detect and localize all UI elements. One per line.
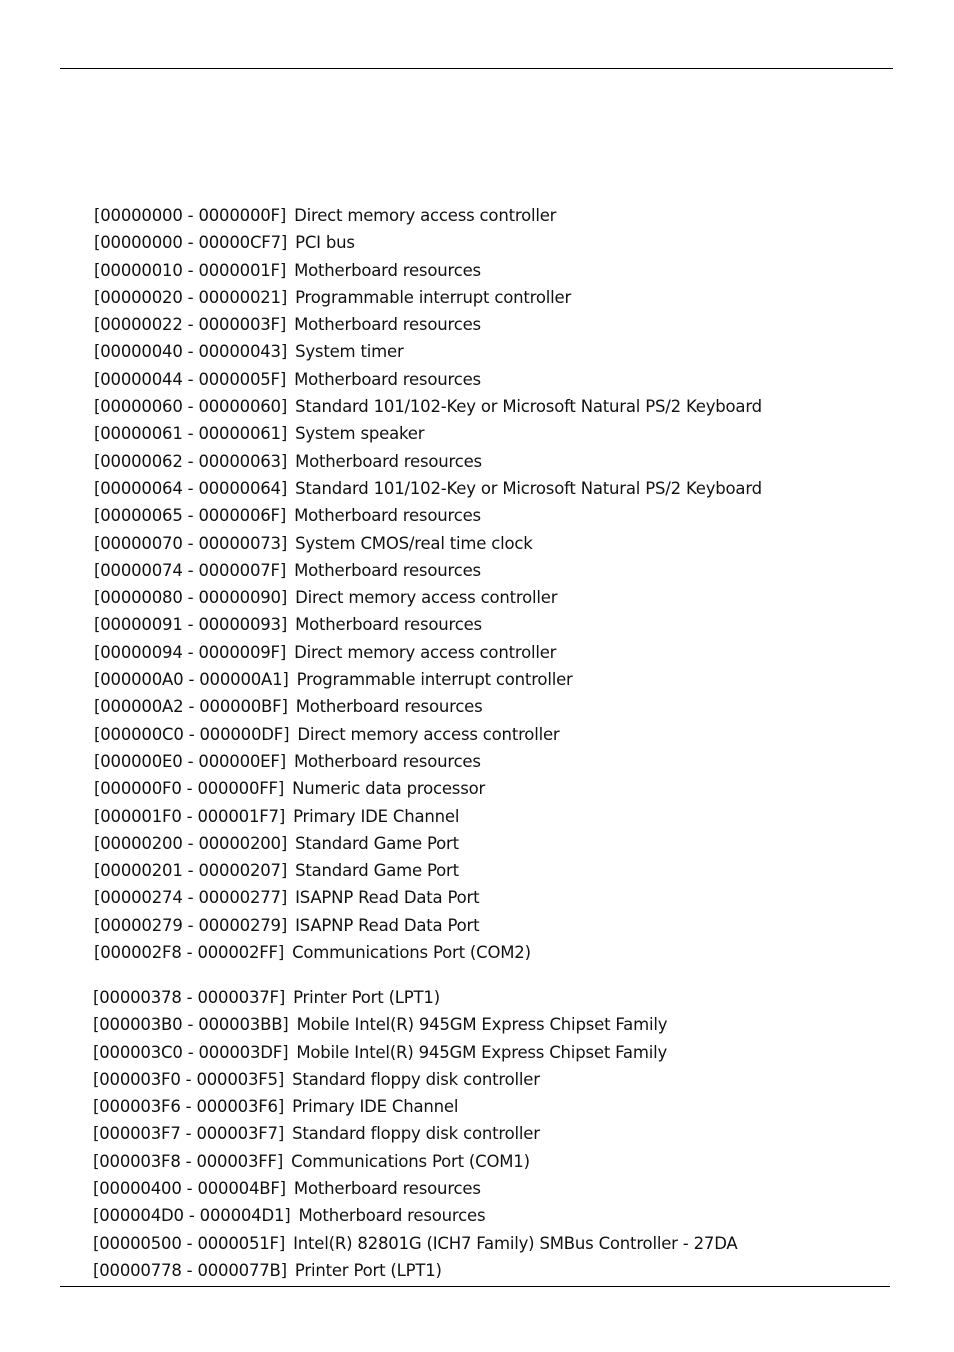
io-resource-row (94, 912, 874, 939)
io-device: Programmable interrupt controller (296, 670, 573, 690)
io-range: [000001F0 - 000001F7] (94, 806, 286, 826)
io-device: Programmable interrupt controller (295, 287, 572, 307)
io-range: [00000062 - 00000063] (94, 451, 288, 471)
io-resource-row (94, 884, 874, 911)
io-resource-row (93, 1148, 873, 1175)
io-resource-row (94, 257, 874, 284)
io-device: Direct memory access controller (294, 206, 557, 225)
io-resource-row (94, 284, 874, 311)
io-range: [000003F8 - 000003FF] (93, 1151, 284, 1171)
io-range: [00000279 - 00000279] (94, 915, 288, 935)
io-device: Direct memory access controller (294, 642, 557, 662)
io-resource-row (94, 939, 874, 966)
io-range: [000003F0 - 000003F5] (93, 1069, 285, 1089)
io-resource-row (94, 338, 874, 365)
io-device: Motherboard resources (295, 615, 482, 635)
io-range: [00000022 - 0000003F] (94, 315, 287, 335)
io-device: Printer Port (LPT1) (294, 1260, 442, 1280)
io-device: Standard 101/102-Key or Microsoft Natural PS/2 Keyboard (295, 397, 762, 417)
io-device: Motherboard resources (294, 260, 481, 280)
io-device: Motherboard resources (294, 560, 481, 580)
io-range: [00000000 - 00000CF7] (94, 233, 288, 253)
io-range: [000003B0 - 000003BB] (93, 1015, 289, 1035)
io-range: [00000091 - 00000093] (94, 615, 288, 635)
io-device: System speaker (295, 424, 425, 444)
io-resource-row (93, 1066, 873, 1093)
io-range: [00000060 - 00000060] (94, 397, 288, 417)
io-resource-row (93, 1093, 873, 1120)
io-range: [00000500 - 0000051F] (93, 1233, 286, 1253)
io-device: Standard floppy disk controller (292, 1124, 540, 1144)
io-resource-row (94, 803, 874, 830)
io-range: [00000378 - 0000037F] (93, 988, 286, 1007)
io-range: [00000000 - 0000000F] (94, 206, 287, 225)
io-device: PCI bus (295, 233, 355, 253)
io-resource-row (93, 1202, 873, 1229)
io-device: Mobile Intel(R) 945GM Express Chipset Family (296, 1042, 668, 1062)
io-range: [000000E0 - 000000EF] (94, 751, 286, 771)
io-range: [000000F0 - 000000FF] (94, 779, 285, 799)
io-range: [00000200 - 00000200] (94, 833, 288, 853)
io-resource-row (94, 393, 874, 420)
io-device: Direct memory access controller (295, 588, 558, 608)
io-resource-row (93, 1175, 873, 1202)
io-resource-row (94, 748, 874, 775)
io-device: Communications Port (COM2) (292, 943, 531, 963)
io-device: System timer (295, 342, 404, 362)
io-resource-row (94, 584, 874, 611)
io-device: Motherboard resources (295, 451, 482, 471)
io-resource-row (94, 502, 874, 529)
io-resource-list-part2 (93, 984, 873, 1284)
io-device: Primary IDE Channel (293, 806, 460, 826)
io-device: Motherboard resources (298, 1206, 486, 1226)
io-range: [000004D0 - 000004D1] (93, 1206, 291, 1226)
io-resource-row (93, 1039, 873, 1066)
io-range: [00000400 - 000004BF] (93, 1179, 286, 1199)
io-device: System CMOS/real time clock (295, 533, 533, 553)
header-rule (60, 68, 893, 69)
io-range: [000003F7 - 000003F7] (93, 1124, 285, 1144)
io-resource-row (93, 1230, 873, 1257)
io-device: ISAPNP Read Data Port (295, 915, 480, 935)
io-resource-list-part1 (94, 202, 874, 966)
io-resource-row (94, 366, 874, 393)
io-device: Communications Port (COM1) (291, 1151, 530, 1171)
footer-rule (60, 1286, 890, 1287)
io-device: ISAPNP Read Data Port (295, 888, 480, 908)
io-resource-row (94, 311, 874, 338)
io-range: [000002F8 - 000002FF] (94, 943, 285, 963)
io-range: [00000274 - 00000277] (94, 888, 288, 908)
io-range: [00000010 - 0000001F] (94, 260, 287, 280)
io-resource-row (94, 775, 874, 802)
io-resource-row (94, 420, 874, 447)
io-range: [00000074 - 0000007F] (94, 560, 287, 580)
io-device: Standard Game Port (295, 833, 459, 853)
io-resource-row (93, 1011, 873, 1038)
io-range: [00000040 - 00000043] (94, 342, 288, 362)
io-resource-row (94, 693, 874, 720)
io-device: Primary IDE Channel (292, 1097, 459, 1117)
io-resource-row (93, 1257, 873, 1284)
io-device: Mobile Intel(R) 945GM Express Chipset Family (296, 1015, 668, 1035)
io-range: [000003C0 - 000003DF] (93, 1042, 289, 1062)
io-device: Printer Port (LPT1) (293, 988, 440, 1007)
io-range: [000000C0 - 000000DF] (94, 724, 290, 744)
io-resource-row (94, 611, 874, 638)
io-resource-row (94, 229, 874, 256)
io-device: Standard floppy disk controller (292, 1069, 540, 1089)
io-device: Numeric data processor (292, 779, 486, 799)
io-device: Motherboard resources (294, 369, 481, 389)
io-resource-row (94, 639, 874, 666)
io-range: [00000778 - 0000077B] (93, 1260, 287, 1280)
io-resource-row (94, 202, 874, 229)
io-range: [00000201 - 00000207] (94, 861, 288, 881)
io-device: Motherboard resources (294, 506, 481, 526)
io-device: Motherboard resources (295, 697, 483, 717)
io-range: [00000061 - 00000061] (94, 424, 288, 444)
io-range: [00000094 - 0000009F] (94, 642, 287, 662)
io-resource-row (94, 830, 874, 857)
io-resource-row (94, 666, 874, 693)
io-resource-row (94, 857, 874, 884)
io-range: [00000070 - 00000073] (94, 533, 288, 553)
io-resource-row (94, 557, 874, 584)
io-range: [00000064 - 00000064] (94, 478, 288, 498)
io-resource-row (94, 475, 874, 502)
io-range: [00000020 - 00000021] (94, 287, 288, 307)
io-device: Intel(R) 82801G (ICH7 Family) SMBus Controller - 27DA (293, 1233, 738, 1253)
io-resource-row (94, 530, 874, 557)
io-range: [000000A0 - 000000A1] (94, 670, 289, 690)
io-resource-row (94, 721, 874, 748)
io-range: [000000A2 - 000000BF] (94, 697, 288, 717)
io-range: [00000044 - 0000005F] (94, 369, 287, 389)
io-range: [00000080 - 00000090] (94, 588, 288, 608)
io-device: Standard Game Port (295, 861, 459, 881)
io-device: Motherboard resources (294, 315, 481, 335)
io-range: [00000065 - 0000006F] (94, 506, 287, 526)
io-device: Motherboard resources (293, 751, 481, 771)
io-device: Standard 101/102-Key or Microsoft Natural PS/2 Keyboard (295, 478, 762, 498)
io-resource-row (93, 1120, 873, 1147)
io-range: [000003F6 - 000003F6] (93, 1097, 285, 1117)
io-device: Motherboard resources (293, 1179, 481, 1199)
io-device: Direct memory access controller (297, 724, 560, 744)
io-resource-row (93, 984, 873, 1011)
io-resource-row (94, 448, 874, 475)
